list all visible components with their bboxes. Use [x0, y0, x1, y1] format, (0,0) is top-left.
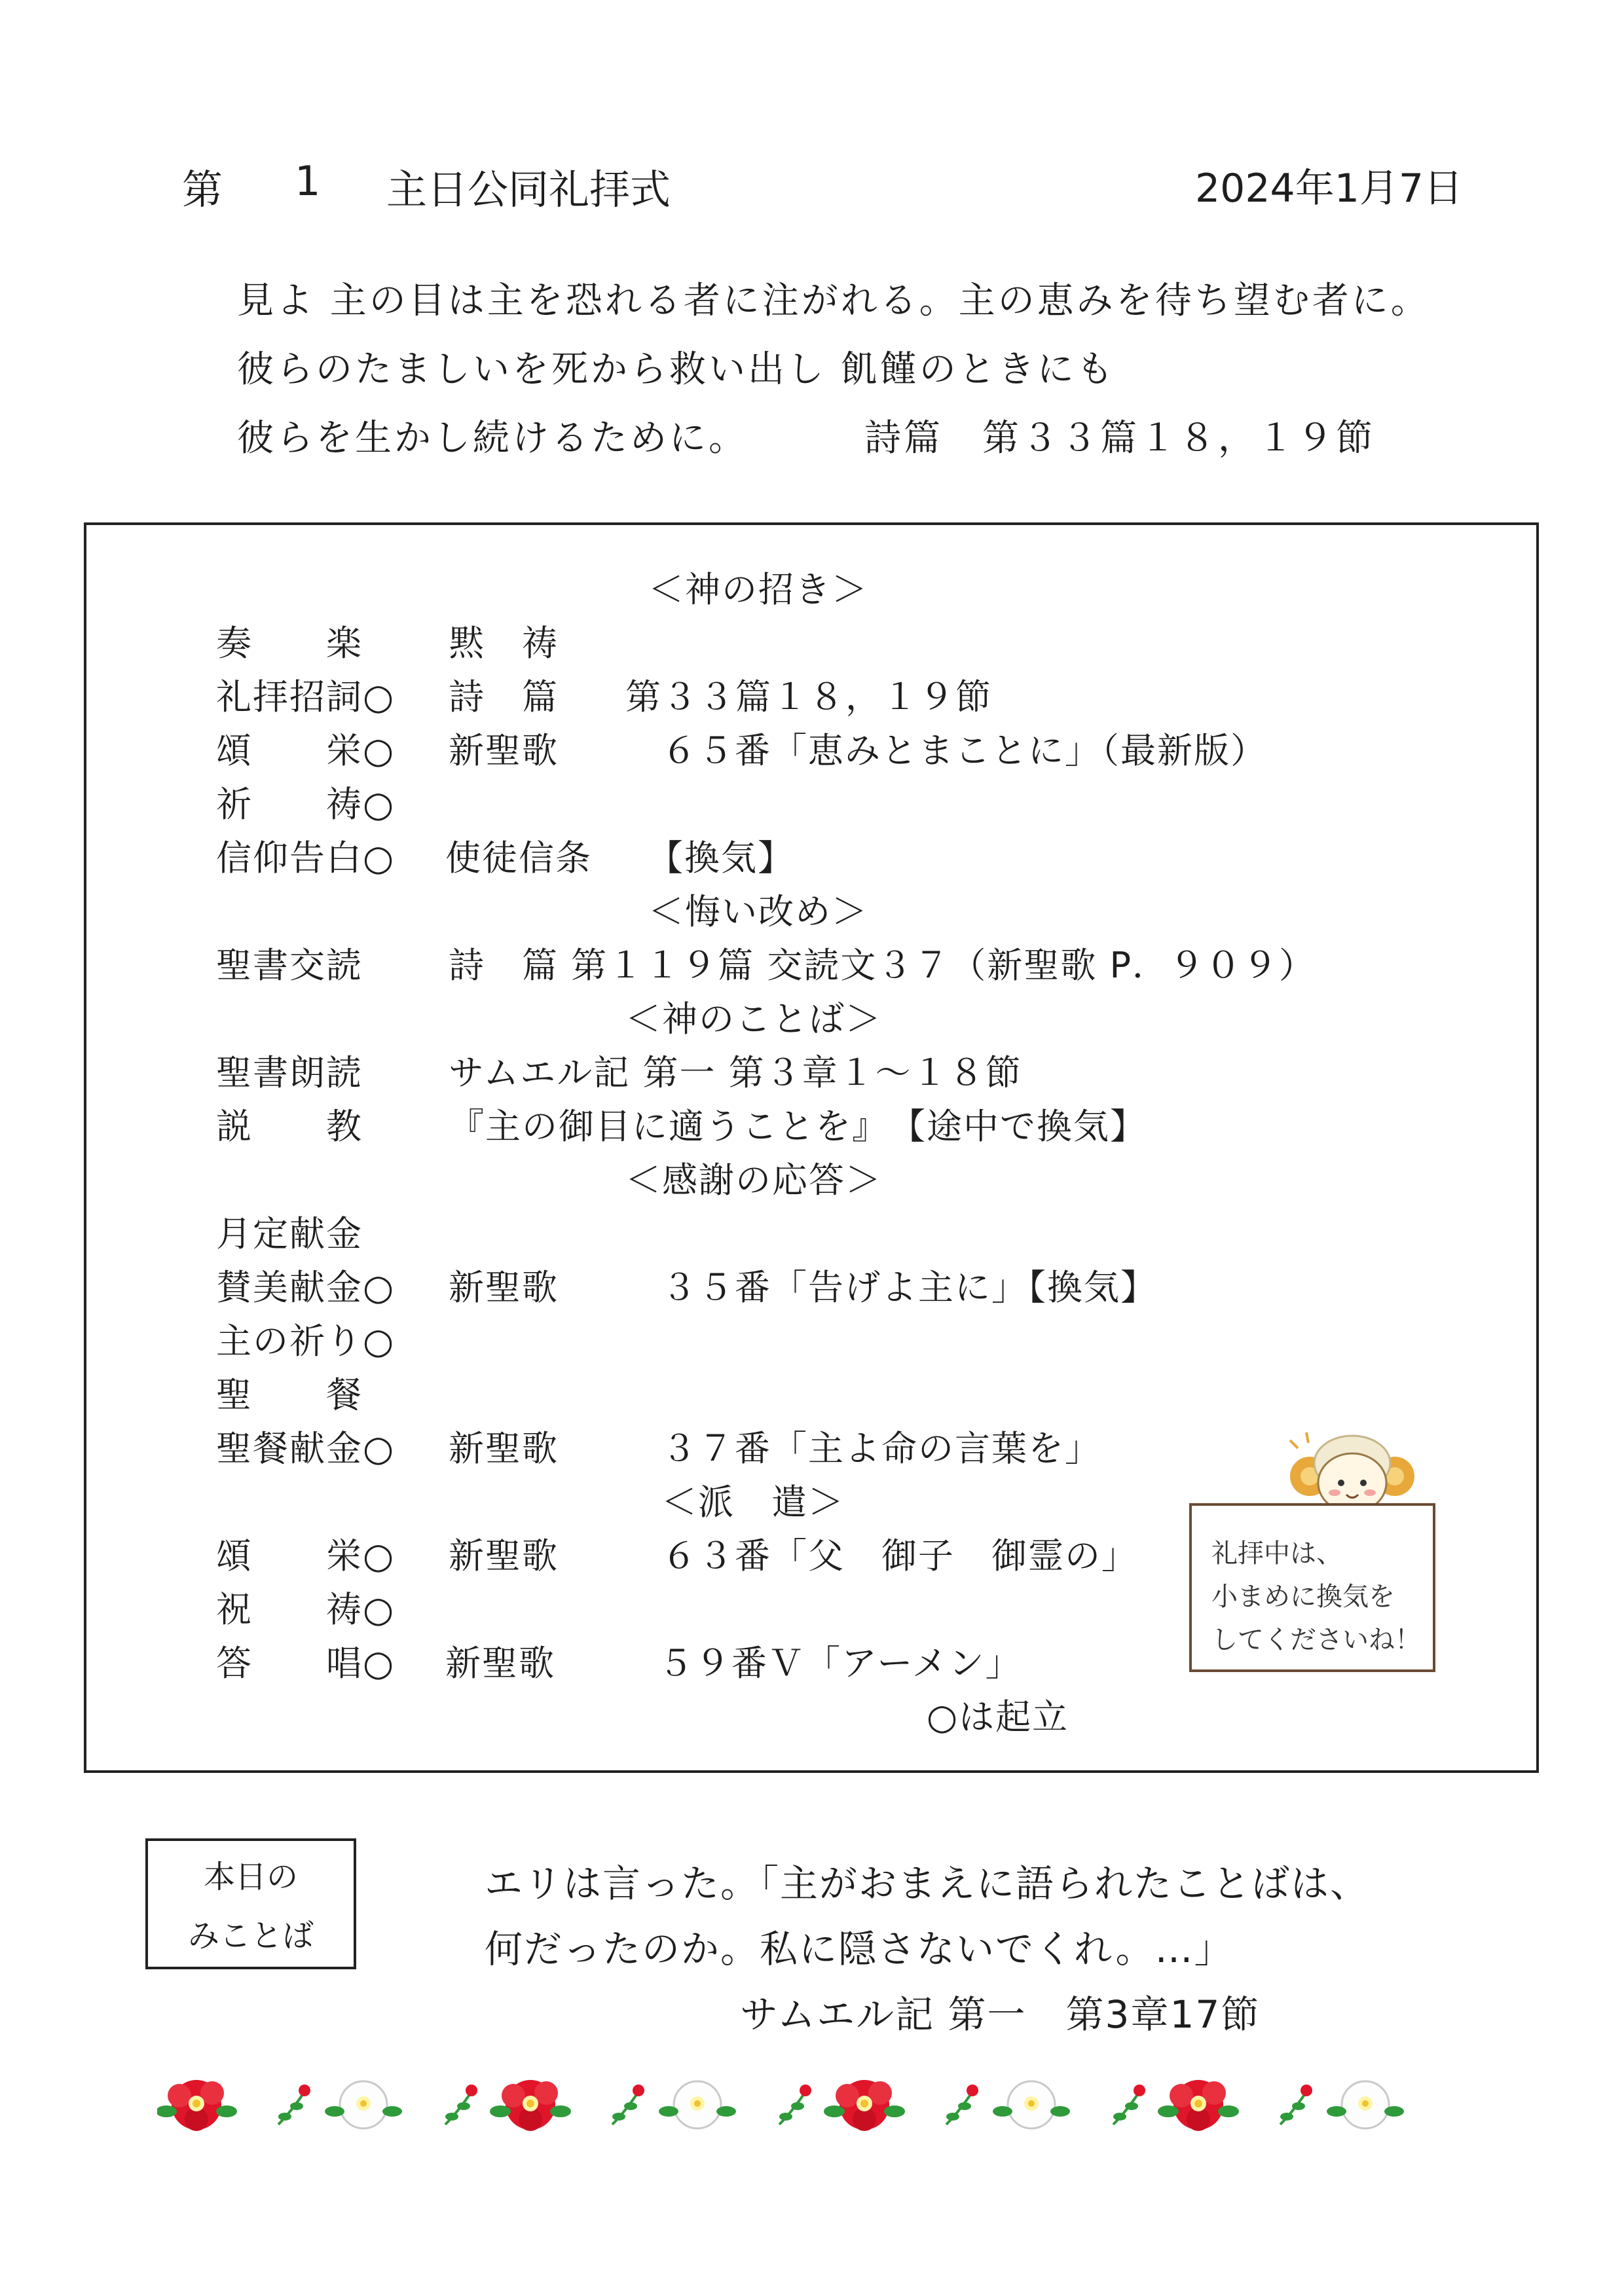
bud-sprig-icon [612, 2085, 644, 2124]
section-heading: ＜派 遣＞ [661, 1482, 845, 1523]
bud-sprig-icon [445, 2085, 477, 2124]
todays-word-label-box [145, 1838, 356, 1969]
verse-line-2: 彼らのたましいを死から救い出し 飢饉のときにも [237, 348, 1116, 391]
section-heading: ＜神のことば＞ [625, 998, 882, 1040]
item-label: 月定献金 [216, 1213, 363, 1254]
item-detail: 黙 祷 [449, 623, 559, 664]
item-label: 聖書朗読 [216, 1052, 363, 1093]
service-number: 1 [295, 157, 321, 205]
todays-word-label-line-2: みことば [187, 1918, 314, 1954]
item-label: 礼拝招詞○ [216, 676, 396, 718]
item-label: 祈 祷○ [216, 784, 396, 825]
note-line-3: してくださいね！ [1211, 1625, 1421, 1655]
item-hymn: ６５番「恵みとまことに」（最新版） [661, 730, 1267, 771]
red-camellia-icon [1158, 2080, 1239, 2131]
item-label: 主の祈り○ [216, 1321, 396, 1362]
white-camellia-icon [993, 2081, 1070, 2128]
note-line-2: 小まめに換気を [1211, 1582, 1395, 1612]
red-camellia-icon [157, 2080, 237, 2131]
item-label: 聖餐献金○ [216, 1428, 396, 1469]
item-label: 奏 楽 [216, 623, 363, 664]
item-hymn: ３７番「主よ命の言葉を」 [661, 1428, 1101, 1469]
item-detail: 詩 篇 [449, 676, 559, 718]
todays-word-label-line-1: 本日の [203, 1859, 298, 1895]
item-label: 答 唱○ [216, 1643, 396, 1684]
service-label: 第 [182, 166, 223, 213]
page-title: 主日公同礼拝式 [386, 166, 671, 213]
bud-sprig-icon [779, 2085, 811, 2124]
section-heading: ＜神の招き＞ [648, 569, 868, 610]
item-hymn: ５９番Ｖ「アーメン」 [658, 1643, 1022, 1684]
section-heading: ＜感謝の応答＞ [625, 1159, 882, 1201]
section-heading: ＜悔い改め＞ [648, 891, 868, 932]
item-label: 賛美献金○ [216, 1267, 396, 1308]
bud-sprig-icon [278, 2085, 310, 2124]
item-detail: 詩 篇 第１１９篇 交読文３７（新聖歌 P．９０９） [449, 945, 1316, 986]
verse-reference: 詩篇 第３３篇１８，１９節 [864, 417, 1375, 460]
item-label: 頌 栄○ [216, 730, 396, 771]
sheep-face-icon [1290, 1432, 1414, 1512]
ventilation-note [1189, 1503, 1435, 1672]
todays-word-line-2: 何だったのか。私に隠さないでくれ。…」 [485, 1927, 1234, 1971]
standing-note: ○は起立 [927, 1696, 1069, 1738]
item-label: 説 教 [216, 1106, 363, 1147]
item-reference: 第３３篇１８，１９節 [625, 676, 992, 718]
red-camellia-icon [824, 2080, 905, 2131]
item-detail: 新聖歌 [449, 1428, 559, 1469]
item-detail: サムエル記 第一 第３章１～１８節 [449, 1052, 1022, 1093]
item-label: 聖 餐 [216, 1374, 363, 1415]
item-detail: 新聖歌 [449, 1267, 559, 1308]
item-label: 祝 祷○ [216, 1589, 396, 1630]
item-label: 聖書交読 [216, 945, 363, 986]
bud-sprig-icon [1280, 2085, 1312, 2124]
bud-sprig-icon [946, 2085, 978, 2124]
sermon-title: 『主の御目に適うことを』 【途中で換気】 [449, 1106, 1147, 1147]
white-camellia-icon [325, 2081, 402, 2128]
item-hymn: ３５番「告げよ主に」【換気】 [661, 1267, 1157, 1308]
todays-word-line-1: エリは言った。「主がおまえに語られたことばは、 [485, 1861, 1370, 1906]
item-label: 頌 栄○ [216, 1535, 396, 1576]
todays-word-reference: サムエル記 第一 第3章17節 [740, 1992, 1261, 2037]
bud-sprig-icon [1113, 2085, 1145, 2124]
item-label: 信仰告白○ [216, 837, 396, 879]
item-detail: 新聖歌 [449, 730, 559, 771]
item-detail: 新聖歌 [449, 1535, 559, 1576]
service-date: 2024年1月7日 [1195, 166, 1464, 211]
item-detail: 新聖歌 [445, 1643, 555, 1684]
camellia-border [157, 2066, 1467, 2144]
red-camellia-icon [490, 2080, 571, 2131]
sheep-mascot-icon [1283, 1427, 1421, 1512]
verse-line-1: 見よ 主の目は主を恐れる者に注がれる。主の恵みを待ち望む者に。 [237, 280, 1430, 322]
white-camellia-icon [659, 2081, 736, 2128]
item-hymn: ６３番「父 御子 御霊の」 [661, 1535, 1138, 1576]
item-detail: 使徒信条 【換気】 [445, 837, 794, 879]
white-camellia-icon [1327, 2081, 1404, 2128]
verse-line-3: 彼らを生かし続けるために。 [237, 417, 748, 460]
note-line-1: 礼拝中は、 [1211, 1539, 1342, 1569]
